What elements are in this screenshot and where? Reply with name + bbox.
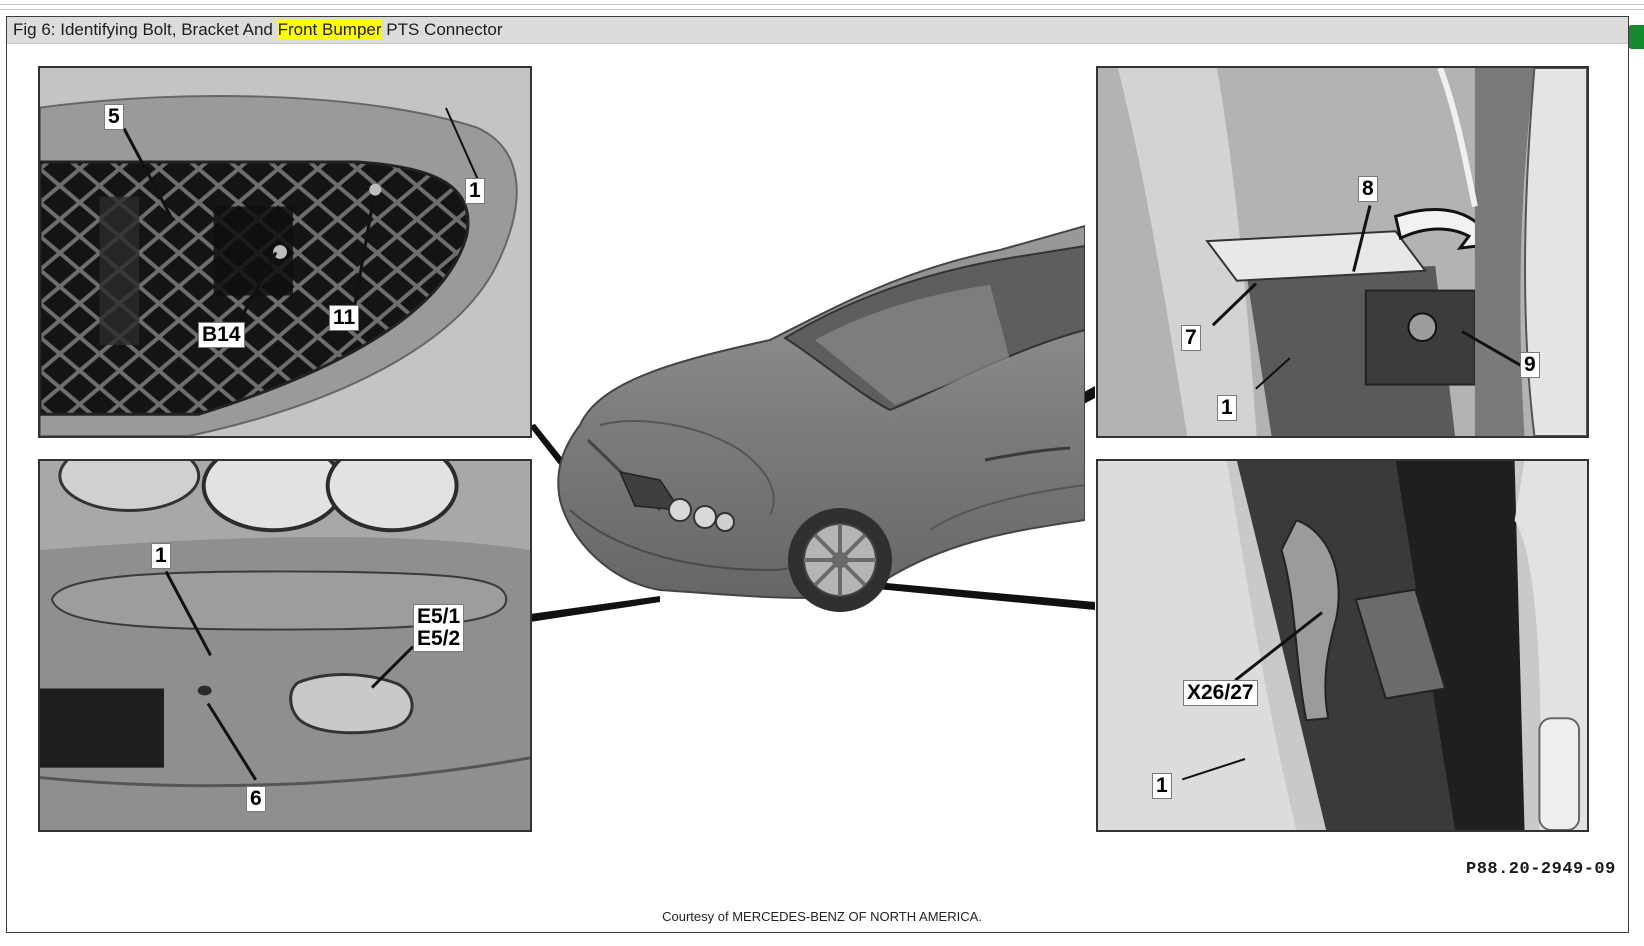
callout-label: 9 bbox=[1520, 352, 1540, 378]
caption-prefix: Fig 6: Identifying Bolt, Bracket And bbox=[13, 20, 278, 39]
callout-label: 1 bbox=[151, 543, 171, 569]
callout-line: E5/2 bbox=[417, 627, 461, 650]
top-rule bbox=[0, 4, 1644, 5]
top-rule bbox=[0, 9, 1644, 10]
figure-caption bbox=[7, 17, 1628, 44]
callout-label: 6 bbox=[246, 786, 266, 812]
caption-suffix: PTS Connector bbox=[381, 20, 503, 39]
side-tab[interactable] bbox=[1628, 25, 1644, 49]
callout-label: 1 bbox=[1217, 395, 1237, 421]
figure-code: P88.20-2949-09 bbox=[1466, 860, 1616, 879]
callout-label: 8 bbox=[1358, 176, 1378, 202]
caption-highlight: Front Bumper bbox=[277, 20, 382, 39]
callout-line: E5/1 bbox=[417, 605, 461, 628]
callout-label: 1 bbox=[1152, 773, 1172, 799]
courtesy-credit: Courtesy of MERCEDES-BENZ OF NORTH AMERICA. bbox=[662, 909, 982, 924]
callout-label bbox=[413, 604, 464, 652]
panel-bracket-detail bbox=[1096, 66, 1589, 438]
callout-label: 1 bbox=[465, 178, 485, 204]
callout-label: X26/27 bbox=[1183, 680, 1258, 706]
callout-label: 11 bbox=[329, 305, 359, 331]
callout-label: B14 bbox=[198, 322, 245, 348]
callout-label: 5 bbox=[104, 104, 124, 130]
car-illustration bbox=[540, 210, 1085, 650]
callout-label: 7 bbox=[1181, 325, 1201, 351]
